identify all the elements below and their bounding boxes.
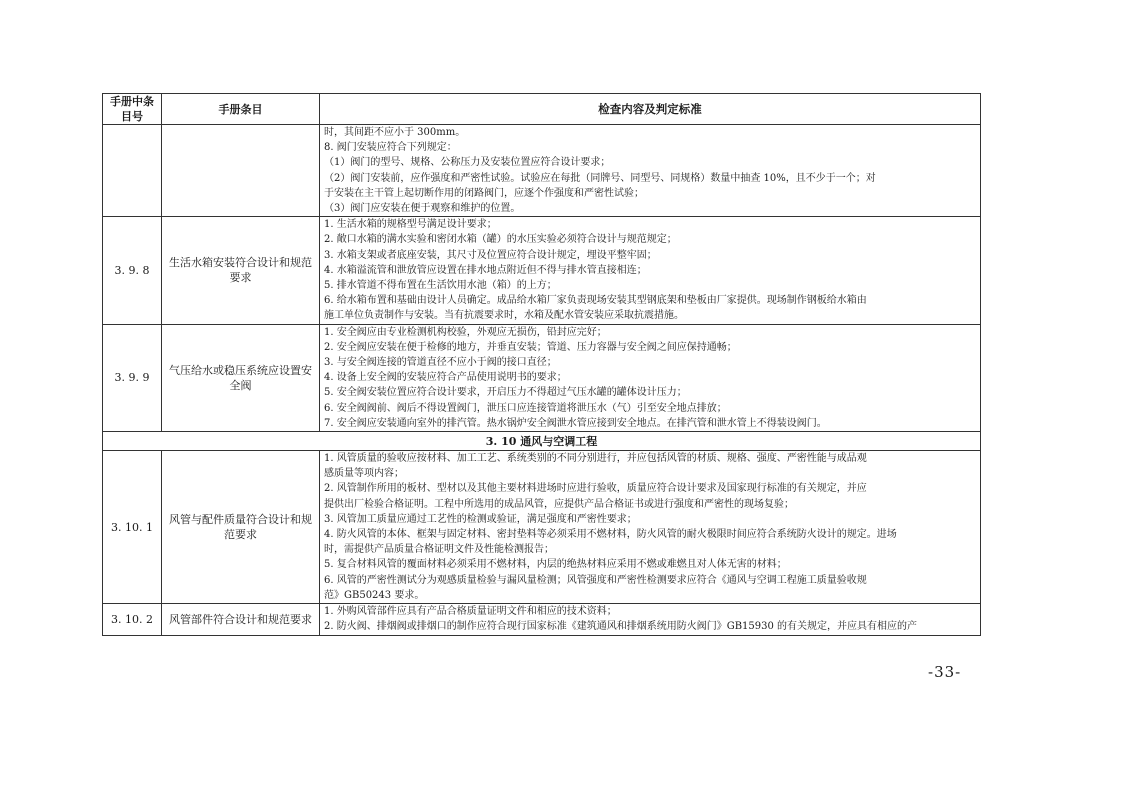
standard-line: 3. 与安全阀连接的管道直径不应小于阀的接口直径； [324, 357, 557, 369]
standard-line: 4. 设备上安全阀的安装应符合产品使用说明书的要求； [324, 372, 567, 384]
item-number: 3. 9. 8 [103, 217, 162, 324]
inspection-table [102, 93, 981, 636]
header-inspection-standard: 检查内容及判定标准 [320, 94, 981, 125]
manual-item: 风管与配件质量符合设计和规范要求 [162, 451, 320, 604]
standard-line: 8. 阀门安装应符合下列规定： [324, 142, 457, 154]
section-heading-row [103, 432, 981, 451]
table-row [103, 451, 981, 604]
table-row [103, 125, 981, 217]
standard-line: 感质量等项内容； [324, 468, 404, 480]
standard-line: 范》GB50243 要求。 [324, 589, 425, 601]
standard-line: 施工单位负责制作与安装。当有抗震要求时，水箱及配水管安装应采取抗震措施。 [324, 310, 684, 322]
standard-line: 5. 复合材料风管的覆面材料必须采用不燃材料，内层的绝热材料应采用不燃或难燃且对人体无害的材料； [324, 559, 787, 571]
standard-line: （3）阀门应安装在便于观察和维护的位置。 [324, 203, 521, 215]
inspection-standard [320, 451, 981, 604]
inspection-standard [320, 217, 981, 324]
standard-line: 提供出厂检验合格证明。工程中所选用的成品风管，应提供产品合格证书或进行强度和严密性的现场复验； [324, 498, 794, 510]
standard-line: 2. 防火阀、排烟阀或排烟口的制作应符合现行国家标准《建筑通风和排烟系统用防火阀门》GB15930 的有关规定，并应具有相应的产 [324, 621, 918, 633]
inspection-standard [320, 324, 981, 431]
inspection-standard [320, 125, 981, 217]
standard-line: 4. 水箱溢流管和泄放管应设置在排水地点附近但不得与排水管直接相连； [324, 264, 647, 276]
standard-line: 2. 敞口水箱的满水实验和密闭水箱（罐）的水压实验必须符合设计与规范规定； [324, 234, 677, 246]
standard-line: （1）阀门的型号、规格、公称压力及安装位置应符合设计要求； [324, 157, 611, 169]
header-item-number: 手册中条目号 [103, 94, 162, 125]
standard-line: 1. 风管质量的验收应按材料、加工工艺、系统类别的不同分别进行，并应包括风管的材质、规格、强度、严密性能与成品观 [324, 453, 867, 465]
item-number: 3. 9. 9 [103, 324, 162, 431]
standard-line: 1. 生活水箱的规格型号满足设计要求； [324, 219, 497, 231]
standard-line: 1. 安全阀应由专业检测机构校验，外观应无损伤，铅封应完好； [324, 326, 607, 338]
standard-line: 时，其间距不应小于 300mm。 [324, 127, 466, 138]
standard-line: 3. 水箱支架或者底座安装，其尺寸及位置应符合设计规定，埋设平整牢固； [324, 249, 657, 261]
standard-line: 6. 给水箱布置和基础由设计人员确定。成品给水箱厂家负责现场安装其型钢底架和垫板由厂家提供。现场制作钢板给水箱由 [324, 295, 867, 307]
standard-line: 1. 外购风管部件应具有产品合格质量证明文件和相应的技术资料； [324, 606, 617, 618]
standard-line: 2. 安全阀应安装在便于检修的地方，并垂直安装；管道、压力容器与安全阀之间应保持通畅； [324, 341, 737, 353]
standard-line: 7. 安全阀应安装通向室外的排汽管。热水锅炉安全阀泄水管应接到安全地点。在排汽管和泄水管上不得装设阀门。 [324, 417, 827, 429]
standard-line: 3. 风管加工质量应通过工艺性的检测或验证，满足强度和严密性要求； [324, 513, 637, 525]
table-header-row [103, 94, 981, 125]
standard-line: 于安装在主干管上起切断作用的闭路阀门，应逐个作强度和严密性试验； [324, 187, 644, 199]
standard-line: 5. 安全阀安装位置应符合设计要求，开启压力不得超过气压水罐的罐体设计压力； [324, 387, 687, 399]
standard-line: 5. 排水管道不得布置在生活饮用水池（箱）的上方； [324, 280, 557, 292]
standard-line: 2. 风管制作所用的板材、型材以及其他主要材料进场时应进行验收，质量应符合设计要求及国家现行标准的有关规定，并应 [324, 483, 867, 495]
item-number [103, 125, 162, 217]
item-number: 3. 10. 2 [103, 604, 162, 635]
standard-line: （2）阀门安装前，应作强度和严密性试验。试验应在每批（同牌号、同型号、同规格）数量中抽查 10%，且不少于一个；对 [324, 172, 876, 184]
page-number: -33- [928, 663, 962, 681]
manual-item [162, 125, 320, 217]
table-row [103, 217, 981, 324]
standard-line: 6. 安全阀阀前、阀后不得设置阀门，泄压口应连接管道将泄压水（气）引至安全地点排放； [324, 402, 727, 414]
table-row [103, 324, 981, 431]
header-manual-item: 手册条目 [162, 94, 320, 125]
standard-line: 6. 风管的严密性测试分为观感质量检验与漏风量检测；风管强度和严密性检测要求应符合《通风与空调工程施工质量验收规 [324, 574, 867, 586]
manual-item: 生活水箱安装符合设计和规范要求 [162, 217, 320, 324]
item-number: 3. 10. 1 [103, 451, 162, 604]
inspection-standard [320, 604, 981, 635]
standard-line: 时，需提供产品质量合格证明文件及性能检测报告； [324, 544, 554, 556]
section-heading: 3. 10 通风与空调工程 [103, 432, 981, 451]
manual-item: 风管部件符合设计和规范要求 [162, 604, 320, 635]
standard-line: 4. 防火风管的本体、框架与固定材料、密封垫料等必须采用不燃材料，防火风管的耐火极限时间应符合系统防火设计的规定。进场 [324, 529, 897, 541]
manual-item: 气压给水或稳压系统应设置安全阀 [162, 324, 320, 431]
table-row [103, 604, 981, 635]
